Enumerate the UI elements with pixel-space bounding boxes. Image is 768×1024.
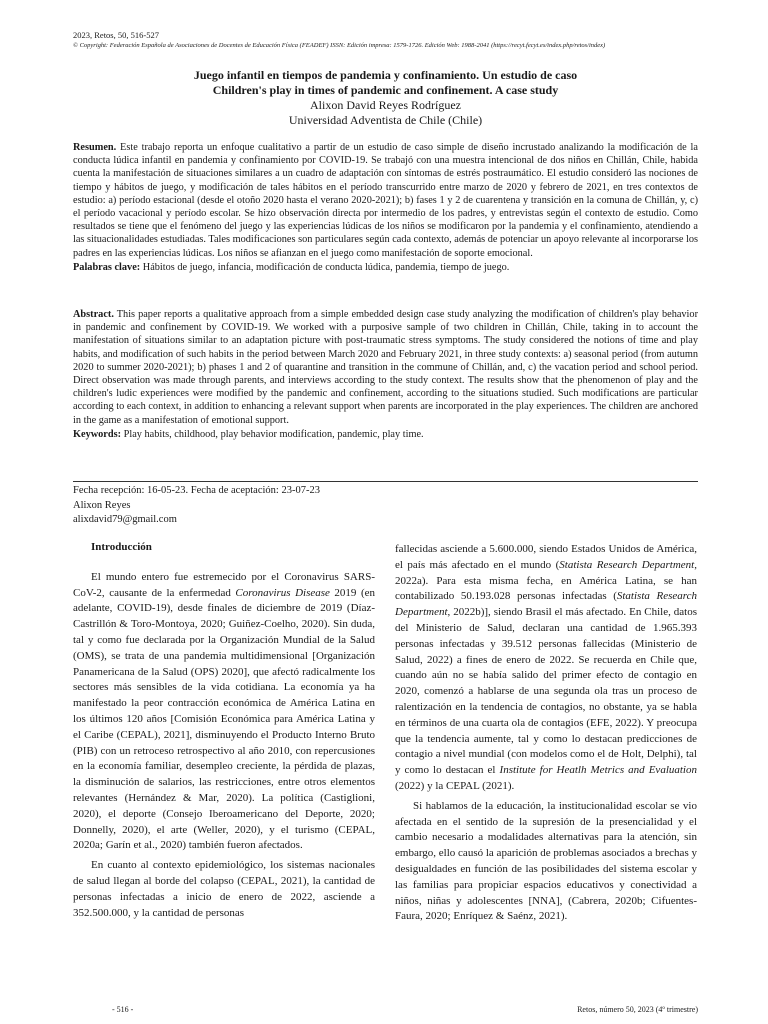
palabras-clave-text: Hábitos de juego, infancia, modificación de conducta lúdica, pandemia, tiempo de juego. <box>142 261 510 273</box>
abstract-text: This paper reports a qualitative approach from a simple embedded design case study analyzing the modification of children's play behavior in pandemic and confinement by COVID-19. We worked with a purposive sample of two children in Chillán, Chile, taking in to account the manifestation of situations similar to an adaptation picture with post-traumatic stress symptoms. The study considered the notions of time and play habits, and modification of such habits in the period between March 2020 and February 2021, in three study contexts: a) seasonal period (from autumn 2020 to summer 2020-2021); b) phases 1 and 2 of quarantine and transition in the commune of Chillán, and, c) the vacation period and school period. Direct observation was made through parents, and interviews according to the study context. The results show that the phenomenon of play and the children's ludic experiences were modified by the pandemic and confinement, according to the situations studied. Such modifications are particular according to each context, in addition to enhancing a relevant support when parents are incorporated in the play experiences. The children are anchored in the game as a manifestation of emotional support. <box>73 309 698 426</box>
resumen-block <box>73 141 698 274</box>
title-spanish: Juego infantil en tiempos de pandemia y confinamiento. Un estudio de caso <box>193 68 578 82</box>
citation-header: 2023, Retos, 50, 516-527 <box>73 30 159 40</box>
keywords-label: Keywords: <box>73 428 122 440</box>
author-name: Alixon David Reyes Rodríguez <box>310 98 461 112</box>
palabras-clave-label: Palabras clave: <box>73 261 141 273</box>
copyright-line: © Copyright: Federación Española de Asociaciones de Docentes de Educación Física (FEADEF) ISSN: Edición impresa: 1579-1726. Edición Web: 1988-2041 (https://recyt.fecyt.es/index.php/retos/index) <box>73 42 606 49</box>
abstract-block <box>73 308 698 441</box>
paragraph: Si hablamos de la educación, la institucionalidad escolar se vio afectada en el sentido de la supresión de la presencialidad y el cambio necesario a modalidades alternativas para la atención, sin embargo, ello causó la aparición de problemas asociados a brechas y desigualdades en función de las posibilidades del sistema escolar y las familias para propiciar espacios educativos y conectividad a niños, niñas y adolescentes [NNA], (Cabrera, 2020b; Cifuentes-Faura, 2020; Enríquez & Saénz, 2021). <box>395 799 697 923</box>
body-column-left <box>73 540 375 921</box>
contact-name: Alixon Reyes <box>73 499 131 511</box>
resumen-text: Este trabajo reporta un enfoque cualitativo a partir de un estudio de caso simple de diseño incrustado analizando la modificación de la conducta lúdica infantil en pandemia y confinamiento por COVID-19. Se trabajó con una muestra intencional de dos niños en Chillán, Chile, habida cuenta la manifestación de situaciones similares a un cuadro de adaptación con síntomas de estrés postraumático. El estudio consideró las nociones de tiempo y hábitos de juego, y modificación de tales hábitos en el período transcurrido entre marzo de 2020 y febrero de 2021, en tres contextos de estudio: a) período estacional (desde el otoño 2020 hasta el verano 2020-2021); b) fases 1 y 2 de cuarentena y transición en la comuna de Chillán, y, c) el período vacacional y período escolar. Se hizo observación directa por intermedio de los padres, y entrevistas según el contexto de estudio. Como resultados se tiene que el fenómeno del juego y las experiencias lúdicas de los niños se modificaron por la pandemia y el confinamiento, atendiendo a las situacionalidades estudiadas. Tales modificaciones son particulares según cada contexto, además de potenciar un apoyo relevante al incorporarse los padres en las experiencias lúdicas. Los niños se afianzan en el juego como manifestación de soporte emocional. <box>73 142 698 259</box>
body-column-right <box>395 542 697 925</box>
paragraph: En cuanto al contexto epidemiológico, los sistemas nacionales de salud llegan al borde del colapso (CEPAL, 2021), la cantidad de personas infectadas a inicio de enero de 2022, asciende a 352.500.000, y la cantidad de personas <box>73 859 375 919</box>
contact-email[interactable]: alixdavid79@gmail.com <box>73 514 177 526</box>
abstract-label: Abstract. <box>73 309 114 320</box>
reception-dates: Fecha recepción: 16-05-23. Fecha de aceptación: 23-07-23 <box>73 485 320 496</box>
divider-line <box>73 481 698 482</box>
affiliation: Universidad Adventista de Chile (Chile) <box>288 113 483 127</box>
paragraph: El mundo entero fue estremecido por el Coronavirus SARS-CoV-2, causante de la enfermedad Coronavirus Disease 2019 (en adelante, COVID-19), desde finales de diciembre de 2019 (Díaz-Castrillón & Toro-Montoya, 2020; Guiñez-Coelho, 2020). Sin duda, tal y como fue declarada por la Organización Mundial de la Salud (OMS), se trata de una pandemia multidimensional [Organización Panamericana de la Salud (OPS) 2020], que afectó radicalmente los sectores más sensibles de la vida cotidiana. La economía ya ha manifestado la peor contracción económica de América Latina en los últimos 120 años [Comisión Económica para América Latina y el Caribe (CEPAL), 2021], disminuyendo el Producto Interno Bruto (PIB) con un retroceso retrospectivo al año 2010, con repercusiones en la economía familiar, desempleo creciente, la pérdida de plazas, la disminución de salarios, las restricciones, entre otros elementos relevantes (Hernández & Mar, 2020). La política (Castiglioni, 2020), el deporte (Consejo Iberoamericano del Deporte, 2020; Donnelly, 2020), el arte (Weller, 2020), y el turismo (CEPAL, 2020a; Garín et al., 2020) también fueron afectados. <box>73 570 375 852</box>
keywords-text: Play habits, childhood, play behavior modification, pandemic, play time. <box>123 428 424 440</box>
resumen-label: Resumen. <box>73 142 117 153</box>
title-block <box>73 68 698 128</box>
journal-footer: Retos, número 50, 2023 (4º trimestre) <box>577 1005 698 1014</box>
title-english: Children's play in times of pandemic and confinement. A case study <box>212 83 559 97</box>
section-heading: Introducción <box>91 541 152 553</box>
paragraph: fallecidas asciende a 5.600.000, siendo Estados Unidos de América, el país más afectado en el mundo (Statista Research Department, 2022a). Para esta misma fecha, en América Latina, se han contabilizado 50.193.028 personas infectadas (Statista Research Department, 2022b)], siendo Brasil el más afectado. En Chile, datos del Ministerio de Salud, declaran una cantidad de 1.965.393 personas infectadas y 39.512 personas fallecidas (Ministerio de Salud, 2022) a fines de enero de 2022. Se recuerda en Chile que, cuando aún no se había salido del primer efecto de contagio en 2020, comenzó a hablarse de una segunda ola tras un proceso de ralentización en la tendencia de contagios, no obstante, ya se habla en términos de una cuarta ola de contagios (EFE, 2022). Y preocupa que la tendencia aumente, tal y como lo destacan predicciones de contagio a nivel mundial (con modelos como el de Holt, Delphi), tal y como lo destacan el Institute for Heatlh Metrics and Evaluation (2022) y la CEPAL (2021). <box>395 543 697 792</box>
article-meta <box>73 484 320 528</box>
page-number: - 516 - <box>112 1005 134 1014</box>
